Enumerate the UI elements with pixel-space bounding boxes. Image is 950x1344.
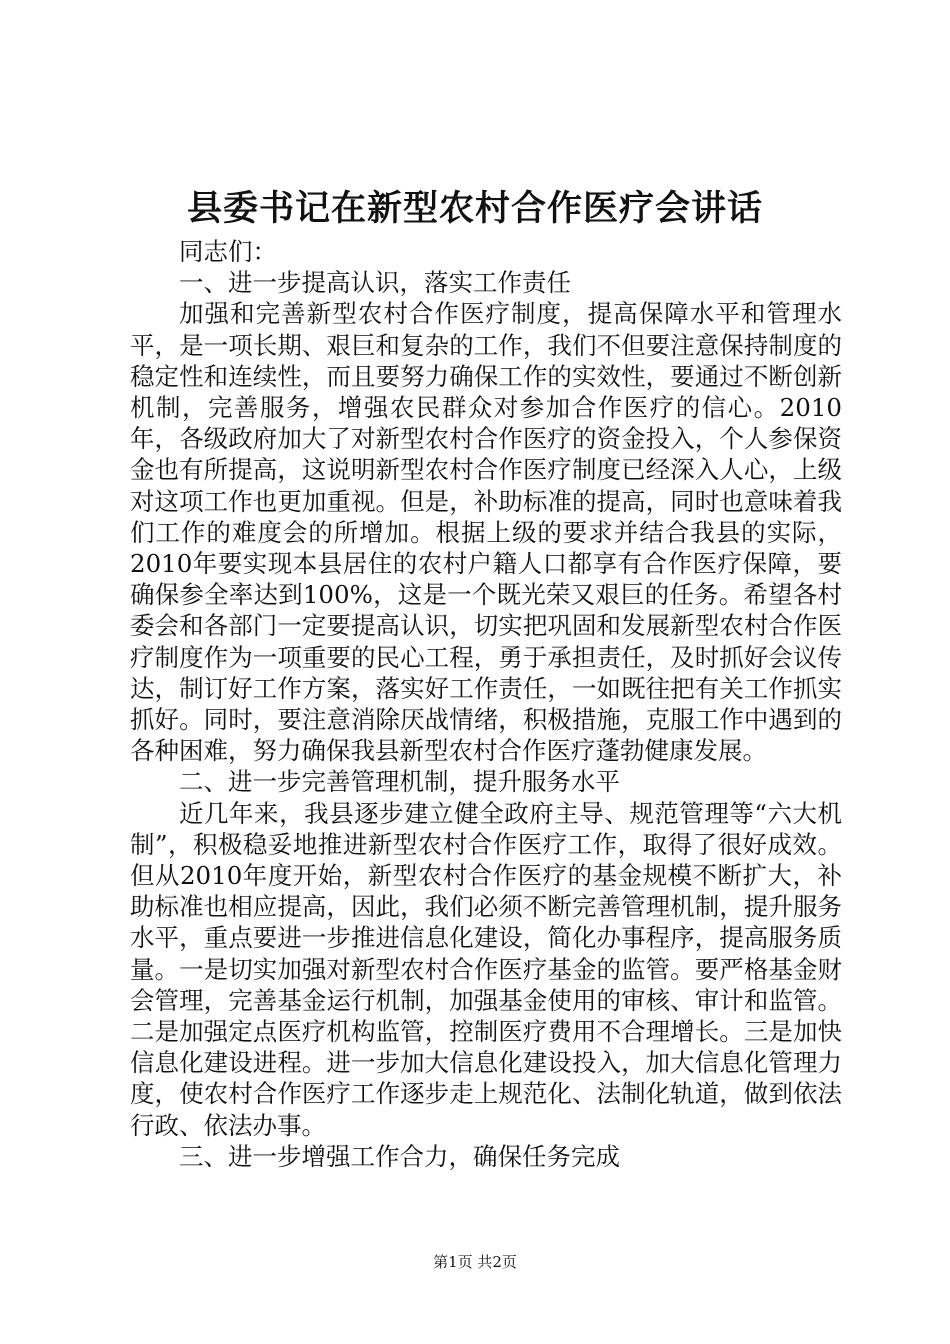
document-title: 县委书记在新型农村合作医疗会讲话 — [186, 188, 763, 229]
body-paragraph-2: 近几年来，我县逐步建立健全政府主导、规范管理等“六大机制”，积极稳妥地推进新型农村合作医疗工作，取得了很好成效。但从2010年度开始，新型农村合作医疗的基金规模不断扩大，补助标准也相应提高，因此，我们必须不断完善管理机制，提升服务水平，重点要进一步推进信息化建设，简化办事程序，提高服务质量。一是切实加强对新型农村合作医疗基金的监管。要严格基金财会管理，完善基金运行机制，加强基金使用的审核、审计和监管。二是加强定点医疗机构监管，控制医疗费用不合理增长。三是加快信息化建设进程。进一步加大信息化建设投入，加大信息化管理力度，使农村合作医疗工作逐步走上规范化、法制化轨道，做到依法行政、依法办事。 — [130, 798, 842, 1140]
section-heading-2: 二、进一步完善管理机制，提升服务水平 — [179, 767, 620, 797]
body-paragraph-1: 加强和完善新型农村合作医疗制度，提高保障水平和管理水平，是一项长期、艰巨和复杂的工作，我们不但要注意保持制度的稳定性和连续性，而且要努力确保工作的实效性，要通过不断创新机制，完善服务，增强农民群众对参加合作医疗的信心。2010年，各级政府加大了对新型农村合作医疗的资金投入，个人参保资金也有所提高，这说明新型农村合作医疗制度已经深入人心，上级对这项工作也更加重视。但是，补助标准的提高，同时也意味着我们工作的难度会的所增加。根据上级的要求并结合我县的实际，2010年要实现本县居住的农村户籍人口都享有合作医疗保障，要确保参全率达到100%，这是一个既光荣又艰巨的任务。希望各村委会和各部门一定要提高认识，切实把巩固和发展新型农村合作医疗制度作为一项重要的民心工程，勇于承担责任，及时抓好会议传达，制订好工作方案，落实好工作责任，一如既往把有关工作抓实抓好。同时，要注意消除厌战情绪，积极措施，克服工作中遇到的各种困难，努力确保我县新型农村合作医疗蓬勃健康发展。 — [130, 299, 842, 766]
section-heading-1: 一、进一步提高认识，落实工作责任 — [179, 268, 571, 298]
page-footer: 第1页 共2页 — [433, 1253, 517, 1271]
document-body — [130, 236, 842, 1172]
salutation: 同志们： — [179, 237, 277, 266]
section-heading-3: 三、进一步增强工作合力，确保任务完成 — [179, 1141, 620, 1171]
